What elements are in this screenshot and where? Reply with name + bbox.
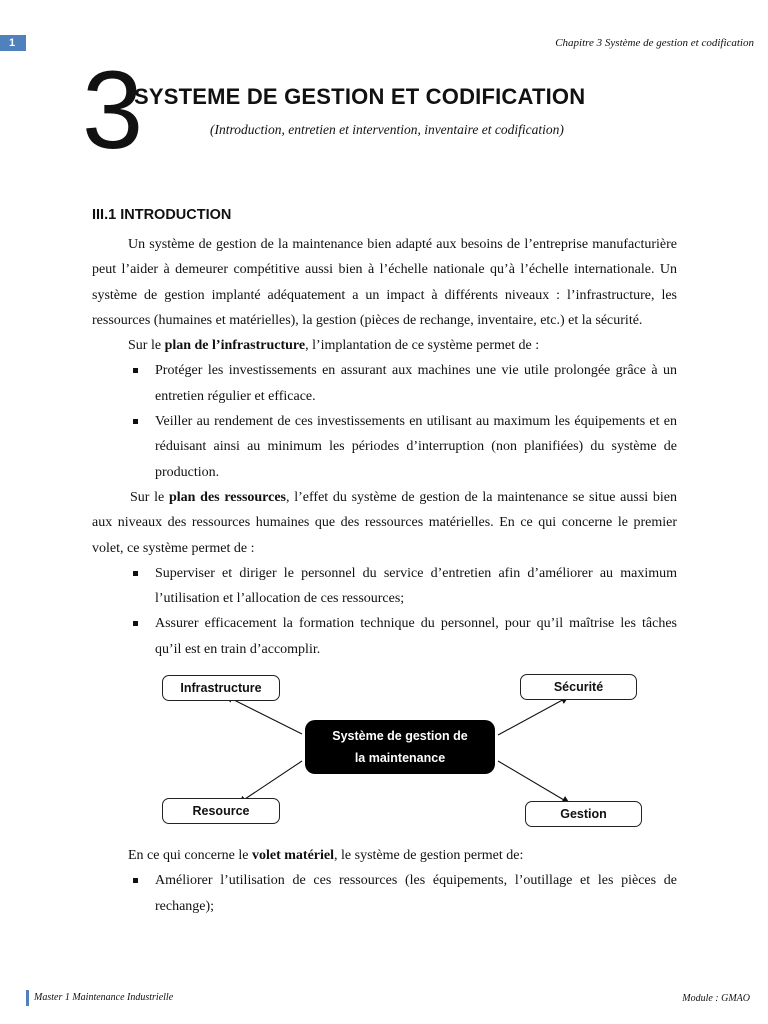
bold-term: plan de l’infrastructure (164, 338, 306, 354)
chapter-title: SYSTEME DE GESTION ET CODIFICATION (134, 84, 586, 109)
list-item: Assurer efficacement la formation technique du personnel, pour qu’il maîtrise les tâches qu’il est en train d’accomplir. (92, 611, 677, 662)
bullet-list-ressources (92, 561, 677, 662)
bold-term: volet matériel (252, 848, 335, 864)
center-line-2: la maintenance (354, 751, 446, 766)
chapter-subtitle: (Introduction, entretien et intervention, inventaire et codification) (210, 122, 564, 137)
running-header: Chapitre 3 Système de gestion et codification (555, 37, 754, 49)
text-run: Sur le (128, 338, 165, 354)
list-item: Superviser et diriger le personnel du service d’entretien afin d’améliorer au maximum l’utilisation et l’allocation de ces ressources; (92, 561, 677, 612)
node-resource: Resource (162, 798, 280, 824)
node-securite: Sécurité (520, 674, 637, 700)
text-run: , l’effet du système de gestion de la maintenance se situe aussi bien aux niveaux des ressources humaines que des ressources matérielles. En ce qui concerne le premier volet, ce système permet de : (92, 489, 677, 556)
text-run: En ce qui concerne le (128, 848, 252, 864)
page-number: 1 (0, 35, 26, 51)
paragraph-intro: Un système de gestion de la maintenance bien adapté aux besoins de l’entreprise manufacturière peut l’aider à demeurer compétitive aussi bien à l’échelle nationale qu’à l’échelle internationale. Un système de gestion implanté adéquatement a un impact à différents niveaux : l’infrastructure, les ressources (humaines et matérielles), la gestion (pièces de rechange, inventaire, etc.) et la sécurité. (92, 237, 677, 328)
list-item: Veiller au rendement de ces investissements en utilisant au maximum les équipements et en réduisant ainsi au minimum les périodes d’interruption (non planifiées) du système de production. (92, 409, 677, 485)
arrow-to-infrastructure (226, 696, 302, 734)
center-line-1: Système de gestion de (332, 729, 468, 744)
maintenance-system-diagram (92, 671, 677, 839)
chapter-number: 3 (82, 49, 144, 172)
arrow-to-gestion (498, 761, 569, 803)
footer-right: Module : GMAO (682, 993, 750, 1004)
node-center (305, 720, 495, 774)
text-run: , l’implantation de ce système permet de : (305, 338, 540, 354)
list-item: Protéger les investissements en assurant aux machines une vie utile prolongée grâce à un entretien régulier et efficace. (92, 358, 677, 409)
bold-term: plan des ressources (168, 489, 287, 505)
paragraph-ressources (92, 485, 677, 561)
text-run: Sur le (130, 489, 169, 505)
paragraph-infrastructure (92, 333, 677, 358)
section-title: III.1 INTRODUCTION (92, 207, 232, 223)
arrow-to-securite (498, 697, 568, 735)
text-run: , le système de gestion permet de: (334, 848, 524, 864)
list-item: Améliorer l’utilisation de ces ressources (les équipements, l’outillage et les pièces de rechange); (92, 868, 677, 919)
footer-left: Master 1 Maintenance Industrielle (26, 990, 173, 1006)
bullet-list-infrastructure (92, 358, 677, 484)
node-gestion: Gestion (525, 801, 642, 827)
body-text (92, 232, 677, 919)
arrow-to-resource (239, 761, 302, 803)
bullet-list-materiel (92, 868, 677, 919)
paragraph-materiel (92, 843, 677, 868)
node-infrastructure: Infrastructure (162, 675, 280, 701)
